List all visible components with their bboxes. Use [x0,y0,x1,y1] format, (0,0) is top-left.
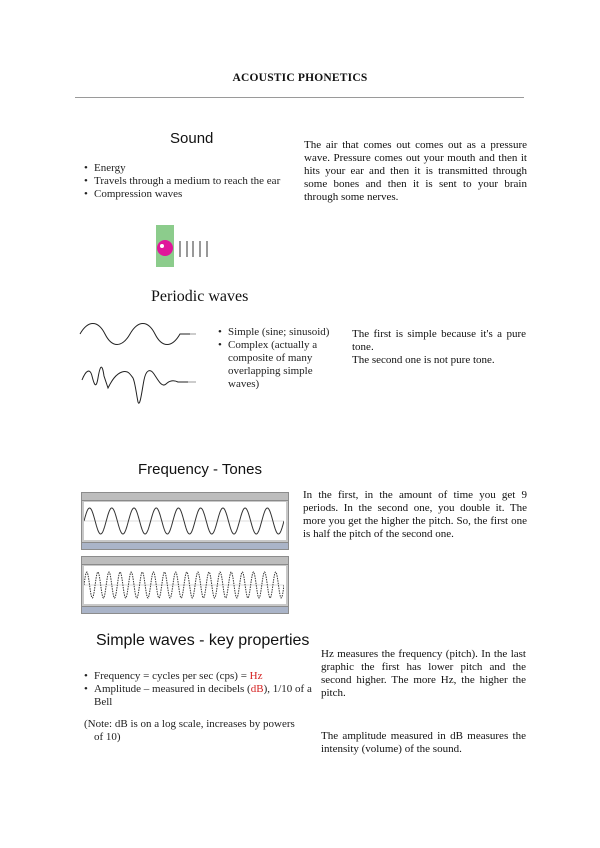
oscilloscope-low-frequency [81,492,289,550]
slide-title-frequency-tones: Frequency - Tones [138,461,262,478]
periodic-note-line: The second one is not pure tone. [352,354,495,366]
periodic-note-line: The first is simple because it's a pure tone. [352,328,526,353]
document-title: ACOUSTIC PHONETICS [232,72,368,84]
amplitude-bullet: • Amplitude – measured in decibels (dB), 1/10 of a Bell [84,683,324,709]
db-log-scale-note: (Note: dB is on a log scale, increases by powers of 10) [84,718,295,743]
hz-note: Hz measures the frequency (pitch). In the last graphic the first has lower pitch and the second higher. The more Hz, the higher the pitch. [321,648,526,699]
db-unit: dB [250,683,264,695]
periodic-bullet-list [218,326,346,391]
sound-bullet: • Travels through a medium to reach the ear [84,175,304,188]
slide-title-sound: Sound [170,130,214,147]
sound-bullet-list [84,162,304,201]
properties-bullet-list [84,670,324,709]
periodic-note [352,328,526,367]
periodic-waves-image [78,318,208,414]
sound-bullet: • Energy [84,162,304,175]
periodic-bullet: • Complex (actually a composite of many overlapping simple waves) [218,339,346,391]
slide-title-simple-waves: Simple waves - key properties [96,632,310,649]
sound-bullet: • Compression waves [84,188,304,201]
speaker-compression-image [156,225,214,267]
sound-note: The air that comes out comes out as a pressure wave. Pressure comes out your mouth and then it hits your ear and then it is transmitted through some bones and then it is sent to your brain through some nerves. [304,139,527,203]
frequency-note: In the first, in the amount of time you get 9 periods. In the second one, you double it. The more you get the higher the pitch. So, the first one is half the pitch of the second one. [303,489,527,540]
slide-title-periodic-waves: Periodic waves [151,288,249,305]
title-divider [75,97,524,98]
hz-unit: Hz [249,670,263,682]
oscilloscope-high-frequency [81,556,289,614]
db-note: The amplitude measured in dB measures the intensity (volume) of the sound. [321,730,526,755]
periodic-bullet: • Simple (sine; sinusoid) [218,326,346,339]
frequency-bullet: • Frequency = cycles per sec (cps) = Hz [84,670,324,683]
